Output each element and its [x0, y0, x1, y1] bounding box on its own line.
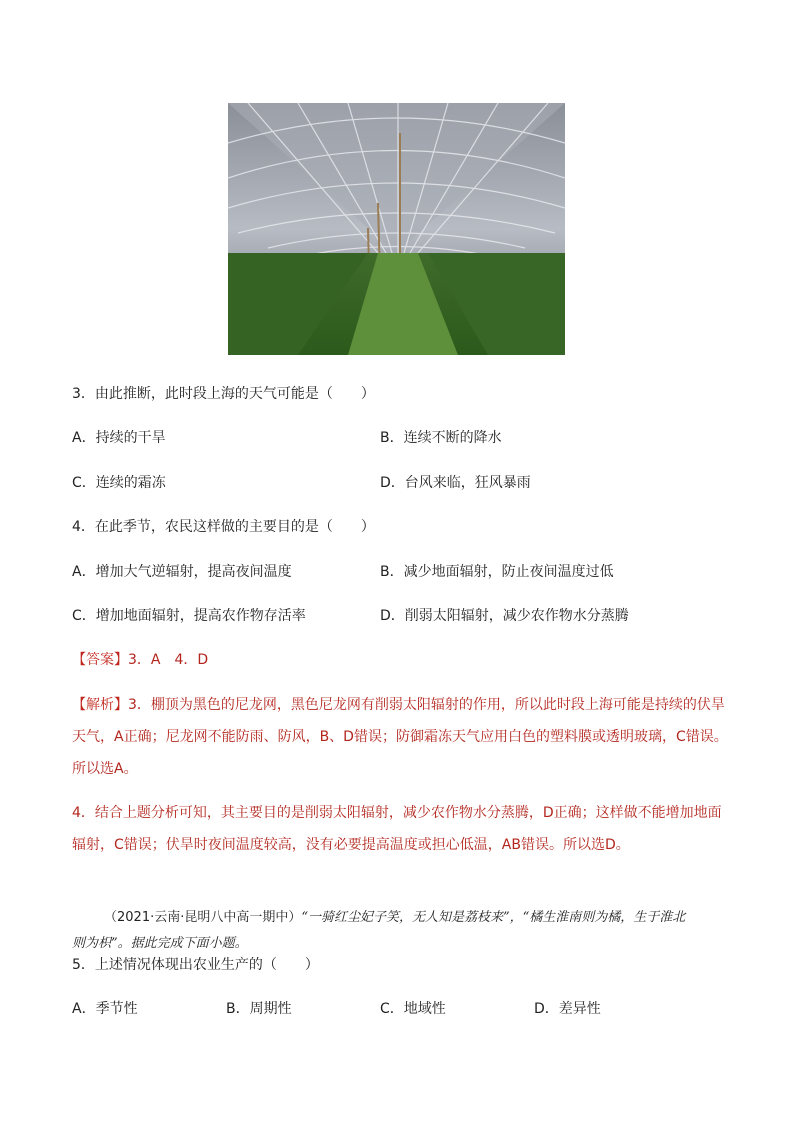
q4-option-c: C．增加地面辐射，提高农作物存活率 — [72, 608, 306, 624]
analysis-3-line-2: 天气，A正确；尼龙网不能防雨、防风，B、D错误；防御霜冻天气应用白色的塑料膜或透明玻璃，C错误。 — [72, 729, 728, 745]
q4-option-d: D．削弱太阳辐射，减少农作物水分蒸腾 — [380, 608, 629, 624]
analysis-3-line-3: 所以选A。 — [72, 761, 138, 777]
q3-option-c: C．连续的霜冻 — [72, 475, 166, 491]
analysis-tag: 【解析】 — [72, 697, 128, 713]
q3-stem: 3．由此推断，此时段上海的天气可能是（ ） — [72, 386, 375, 402]
passage-source: （2021·云南·昆明八中高一期中） — [104, 910, 302, 925]
passage-text-1: “一骑红尘妃子笑，无人知是荔枝来”，“橘生淮南则为橘，生于淮北 — [301, 910, 686, 925]
q5-option-c: C．地域性 — [380, 1001, 446, 1017]
q5-option-b: B．周期性 — [226, 1001, 292, 1017]
analysis-4 — [72, 797, 732, 861]
passage-line-2: 则为枳”。据此完成下面小题。 — [72, 936, 248, 951]
greenhouse-photo — [228, 103, 565, 355]
answer-text: 3．A 4．D — [128, 652, 209, 668]
q3-option-b: B．连续不断的降水 — [380, 430, 502, 446]
answer-tag: 【答案】 — [72, 652, 128, 668]
analysis-3-line-1: 【解析】3．棚顶为黑色的尼龙网，黑色尼龙网有削弱太阳辐射的作用，所以此时段上海可能是持续的伏旱 — [72, 697, 725, 713]
q3-option-d: D．台风来临，狂风暴雨 — [380, 475, 531, 491]
analysis-4-line-1: 4．结合上题分析可知，其主要目的是削弱太阳辐射，减少农作物水分蒸腾，D正确；这样做不能增加地面 — [72, 805, 722, 821]
analysis-3 — [72, 689, 732, 785]
q5-stem: 5．上述情况体现出农业生产的（ ） — [72, 957, 319, 973]
q5-option-a: A．季节性 — [72, 1001, 138, 1017]
passage-line-1 — [104, 908, 685, 928]
analysis-4-line-2: 辐射，C错误；伏旱时夜间温度较高，没有必要提高温度或担心低温，AB错误。所以选D。 — [72, 837, 630, 853]
answer-line — [72, 650, 208, 670]
q4-option-b: B．减少地面辐射，防止夜间温度过低 — [380, 564, 614, 580]
q4-option-a: A．增加大气逆辐射，提高夜间温度 — [72, 564, 292, 580]
q5-option-d: D．差异性 — [534, 1001, 601, 1017]
q4-stem: 4．在此季节，农民这样做的主要目的是（ ） — [72, 519, 375, 535]
q3-option-a: A．持续的干旱 — [72, 430, 166, 446]
